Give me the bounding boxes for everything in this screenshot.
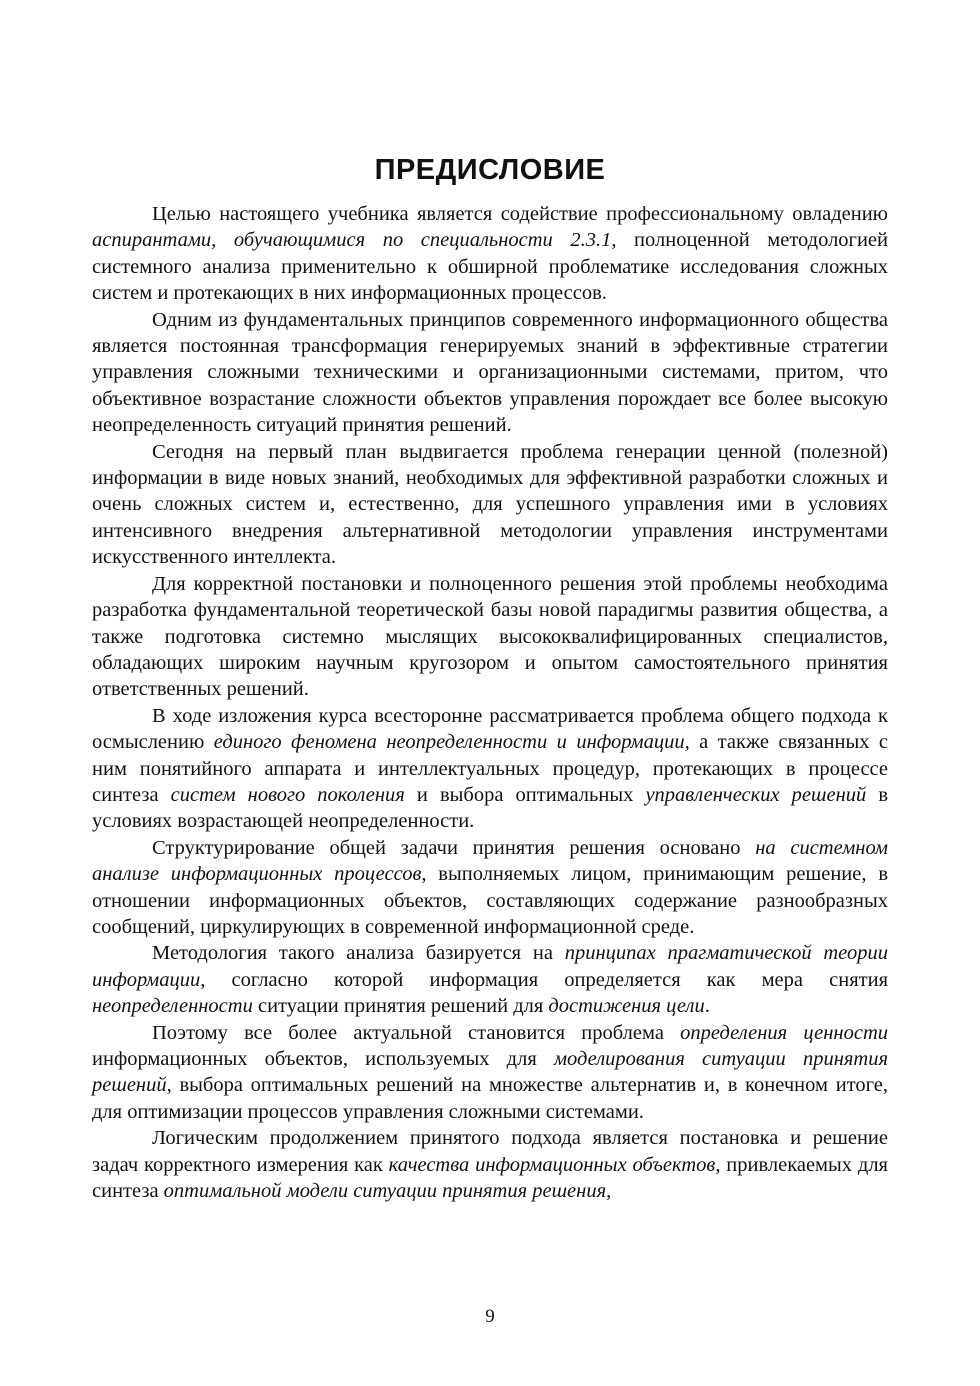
text-run: Методология такого анализа базируется на: [152, 942, 565, 965]
paragraph: [92, 1020, 888, 1126]
text-run: Поэтому все более актуальной становится проблема: [152, 1021, 681, 1044]
text-run: , а также связанных с ним понятийного аппарата и интеллектуальных процедур, протекающих в процессе синтеза: [92, 731, 889, 806]
emphasized-text: управленческих решений: [645, 783, 867, 806]
emphasized-text: качества информационных объектов: [388, 1153, 716, 1176]
page-title: ПРЕДИСЛОВИЕ: [374, 154, 606, 186]
emphasized-text: определения ценности: [680, 1021, 888, 1044]
paragraph: [92, 201, 888, 307]
paragraph: [92, 940, 888, 1019]
paragraph: [92, 835, 888, 941]
text-run: , полноценной методологией системного анализа применительно к обширной проблематике исследования сложных систем и протекающих в них информационных процессов.: [92, 229, 888, 305]
document-page: [92, 0, 888, 1386]
emphasized-text: оптимальной модели ситуации принятия решения: [163, 1180, 607, 1203]
text-run: ситуации принятия решений для: [252, 995, 549, 1018]
text-run: информационных объектов, используемых для: [92, 1048, 554, 1070]
text-run: , согласно которой информация определяется как мера снятия: [200, 968, 888, 991]
text-run: .: [704, 995, 710, 1018]
emphasized-text: неопределенности: [92, 995, 253, 1018]
body-text: [92, 201, 888, 1204]
paragraph: [92, 307, 888, 439]
text-run: , выбора оптимальных решений на множестве альтернатив и, в конечном итоге, для оптимизации процессов управления сложными системами.: [92, 1074, 888, 1123]
emphasized-text: единого феномена неопределенности и информации: [213, 731, 685, 754]
emphasized-text: достижения цели: [548, 995, 705, 1018]
text-run: Логическим продолжением принятого подхода является постановка и решение задач корректного измерения как: [92, 1127, 888, 1176]
text-run: , выполняемых лицом, принимающим решение, в отношении информационных объектов, составляющих содержание разнообразных сообщений, циркулирующих в современной информационной среде.: [92, 863, 889, 938]
text-run: Одним из фундаментальных принципов современного информационного общества является постоянная трансформация генерируемых знаний в эффективные стратегии управления сложными техническими и организационными системами, притом, что объективное возрастание сложности объектов управления порождает все более высокую неопределенность ситуаций принятия решений.: [92, 308, 888, 437]
emphasized-text: принципах прагматической теории информации: [92, 942, 888, 991]
text-run: Для корректной постановки и полноценного решения этой проблемы необходима разработка фундаментальной теоретической базы новой парадигмы развития общества, а также подготовка системно мыслящих высококвалифицированных специалистов, обладающих широким научным кругозором и опытом самостоятельного принятия ответственных решений.: [92, 572, 888, 701]
text-run: , привлекаемых для синтеза: [92, 1153, 888, 1203]
text-run: В ходе изложения курса всесторонне рассматривается проблема общего подхода к осмыслению: [92, 704, 888, 754]
text-run: Целью настоящего учебника является содействие профессиональному овладению: [152, 203, 888, 225]
text-run: Структурирование общей задачи принятия решения основано: [152, 836, 756, 859]
emphasized-text: на системном анализе информационных процессов: [92, 836, 888, 886]
emphasized-text: систем нового поколения: [170, 783, 405, 806]
paragraph: [92, 1125, 888, 1204]
paragraph: [92, 571, 888, 703]
paragraph: [92, 439, 888, 571]
text-run: Сегодня на первый план выдвигается проблема генерации ценной (полезной) информации в виде новых знаний, необходимых для эффективной разработки сложных и очень сложных систем и, естественно, для успешного управления ими в условиях интенсивного внедрения альтернативной методологии управления инструментами искусственного интеллекта.: [92, 440, 888, 569]
emphasized-text: моделирования ситуации принятия решений: [92, 1048, 888, 1097]
text-run: в условиях возрастающей неопределенности.: [92, 783, 889, 833]
emphasized-text: аспирантами, обучающимися по специальности 2.3.1: [92, 229, 612, 252]
paragraph: [92, 703, 888, 835]
text-run: ,: [606, 1180, 612, 1203]
text-run: и выбора оптимальных: [404, 783, 646, 806]
page-number: 9: [485, 1306, 495, 1327]
